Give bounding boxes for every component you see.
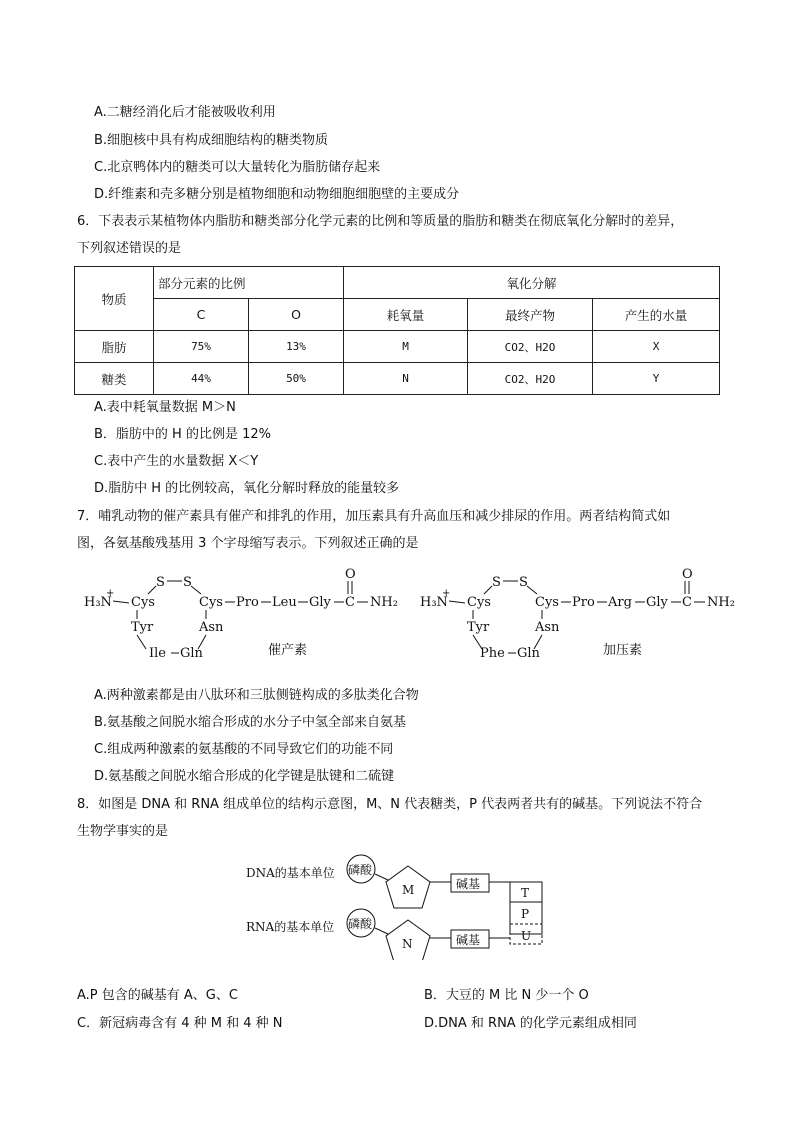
base-u: U [521, 929, 532, 943]
row-o2: M [344, 331, 468, 363]
oxytocin-cys1: Cys [131, 595, 155, 610]
nucleotide-diagram [0, 850, 793, 960]
header-product: 最终产物 [468, 299, 593, 331]
q6-option-a: A.表中耗氧量数据 M＞N [94, 400, 236, 415]
header-water: 产生的水量 [593, 299, 720, 331]
q8-option-d: D.DNA 和 RNA 的化学元素组成相同 [424, 1016, 637, 1031]
vasopressin-phe: Phe [480, 646, 505, 661]
oxytocin-h3n: H₃N [84, 595, 112, 610]
vasopressin-name: 加压素 [603, 643, 643, 658]
row-o2: N [344, 363, 468, 395]
vasopressin-plus: + [442, 588, 451, 599]
vasopressin-arg: Arg [608, 595, 632, 610]
vasopressin-pro: Pro [572, 595, 595, 610]
oxytocin-asn: Asn [199, 620, 224, 635]
row-product: CO2、H2O [468, 331, 593, 363]
vasopressin-cys2: Cys [535, 595, 559, 610]
base-t: T [521, 886, 530, 900]
oxytocin-cys2: Cys [199, 595, 223, 610]
q7-stem-line1: 7．哺乳动物的催产素具有催产和排乳的作用，加压素具有升高血压和减少排尿的作用。两者结构简式如 [77, 509, 671, 524]
vasopressin-s1: S [492, 575, 501, 590]
header-o2: 耗氧量 [344, 299, 468, 331]
header-c: C [154, 299, 249, 331]
oxytocin-gln: Gln [180, 646, 203, 661]
rna-sugar-n: N [402, 937, 413, 951]
vasopressin-asn: Asn [535, 620, 560, 635]
q5-option-c: C.北京鸭体内的糖类可以大量转化为脂肪储存起来 [94, 160, 381, 175]
oxytocin-plus: + [106, 588, 115, 599]
vasopressin-gln: Gln [517, 646, 540, 661]
q8-option-c: C．新冠病毒含有 4 种 M 和 4 种 N [77, 1016, 283, 1031]
q7-option-c: C.组成两种激素的氨基酸的不同导致它们的功能不同 [94, 742, 394, 757]
oxytocin-s2: S [183, 575, 192, 590]
row-name: 脂肪 [75, 331, 154, 363]
oxytocin-leu: Leu [272, 595, 297, 610]
rna-unit-label: RNA的基本单位 [246, 920, 335, 934]
row-o: 13% [249, 331, 344, 363]
dna-unit-label: DNA的基本单位 [246, 866, 335, 880]
vasopressin-nh2: NH₂ [707, 595, 735, 610]
dna-base: 碱基 [456, 877, 481, 891]
row-c: 75% [154, 331, 249, 363]
q7-option-d: D.氨基酸之间脱水缩合形成的化学键是肽键和二硫键 [94, 769, 395, 784]
row-water: X [593, 331, 720, 363]
row-c: 44% [154, 363, 249, 395]
row-water: Y [593, 363, 720, 395]
hormone-structures [0, 565, 793, 675]
oxytocin-c: C [345, 595, 355, 610]
table-row [75, 331, 720, 363]
q8-stem-line1: 8．如图是 DNA 和 RNA 组成单位的结构示意图，M、N 代表糖类，P 代表两者共有的碱基。下列说法不符合 [77, 797, 703, 812]
q7-option-b: B.氨基酸之间脱水缩合形成的水分子中氢全部来自氨基 [94, 715, 407, 730]
q5-option-d: D.纤维素和壳多糖分别是植物细胞和动物细胞细胞壁的主要成分 [94, 187, 460, 202]
base-p: P [521, 907, 530, 921]
oxytocin-pro: Pro [236, 595, 259, 610]
oxytocin-o: O [345, 567, 356, 582]
q8-option-b: B．大豆的 M 比 N 少一个 O [424, 988, 589, 1003]
rna-phosphate: 磷酸 [348, 917, 373, 931]
q7-stem-line2: 图，各氨基酸残基用 3 个字母缩写表示。下列叙述正确的是 [77, 536, 419, 551]
q6-option-c: C.表中产生的水量数据 X＜Y [94, 454, 259, 469]
vasopressin-s2: S [519, 575, 528, 590]
oxytocin-tyr: Tyr [131, 620, 154, 635]
dna-sugar-m: M [402, 883, 415, 897]
q7-option-a: A.两种激素都是由八肽环和三肽侧链构成的多肽类化合物 [94, 688, 419, 703]
row-name: 糖类 [75, 363, 154, 395]
q8-option-a: A.P 包含的碱基有 A、G、C [77, 988, 238, 1003]
oxytocin-nh2: NH₂ [370, 595, 398, 610]
oxytocin-gly: Gly [309, 595, 331, 610]
q6-stem-line1: 6．下表表示某植物体内脂肪和糖类部分化学元素的比例和等质量的脂肪和糖类在彻底氧化分解时的差异， [77, 214, 684, 229]
vasopressin-c: C [682, 595, 692, 610]
q5-option-b: B.细胞核中具有构成细胞结构的糖类物质 [94, 133, 329, 148]
header-substance: 物质 [75, 267, 154, 331]
q6-option-d: D.脂肪中 H 的比例较高，氧化分解时释放的能量较多 [94, 481, 400, 496]
oxytocin-s1: S [156, 575, 165, 590]
q6-stem-line2: 下列叙述错误的是 [77, 241, 182, 256]
oxytocin-name: 催产素 [268, 643, 308, 658]
vasopressin-gly: Gly [646, 595, 668, 610]
q5-option-a: A.二糖经消化后才能被吸收利用 [94, 105, 276, 120]
header-oxidation: 氧化分解 [344, 267, 720, 299]
header-o: O [249, 299, 344, 331]
vasopressin-cys1: Cys [467, 595, 491, 610]
table-row [75, 363, 720, 395]
dna-phosphate: 磷酸 [348, 863, 373, 877]
q6-option-b: B．脂肪中的 H 的比例是 12% [94, 427, 271, 442]
vasopressin-h3n: H₃N [420, 595, 448, 610]
q6-table [74, 266, 720, 395]
rna-base: 碱基 [456, 933, 481, 947]
oxytocin-ile: Ile [149, 646, 166, 661]
vasopressin-structure [420, 567, 735, 661]
row-o: 50% [249, 363, 344, 395]
oxytocin-structure [84, 567, 398, 661]
vasopressin-tyr: Tyr [467, 620, 490, 635]
vasopressin-o: O [682, 567, 693, 582]
q8-stem-line2: 生物学事实的是 [77, 824, 169, 839]
header-elements: 部分元素的比例 [154, 267, 344, 299]
row-product: CO2、H2O [468, 363, 593, 395]
